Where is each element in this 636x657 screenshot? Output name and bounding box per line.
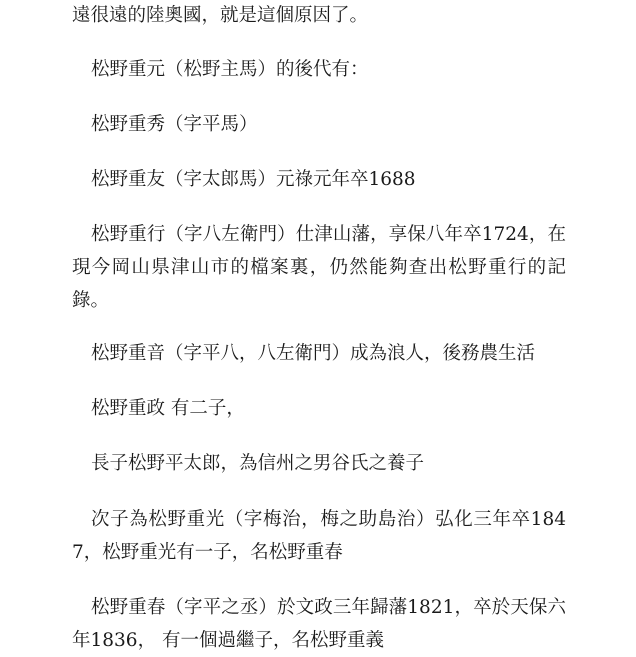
paragraph-shigehide: 松野重秀（字平馬） xyxy=(91,114,258,135)
paragraph-descendants-intro: 松野重元（松野主馬）的後代有： xyxy=(91,59,369,80)
paragraph-shigetomo: 松野重友（字太郎馬）元祿元年卒1688 xyxy=(91,169,416,190)
paragraph-shigeharu: 松野重春（字平之丞）於文政三年歸藩1821，卒於天保六年1836， 有一個過繼子，名松野重義 xyxy=(72,597,566,651)
paragraph-continuation: 遠很遠的陸奧國，就是這個原因了。 xyxy=(72,5,369,26)
paragraph-eldest-son: 長子松野平太郎，為信州之男谷氏之養子 xyxy=(91,453,425,474)
paragraph-shigemasa: 松野重政 有二子， xyxy=(91,398,245,419)
paragraph-second-son: 次子為松野重光（字梅治，梅之助島治）弘化三年卒1847，松野重光有一子，名松野重春 xyxy=(72,509,566,563)
paragraph-shigeyuki: 松野重行（字八左衛門）仕津山藩，享保八年卒1724，在現今岡山県津山市的檔案裏，仍然能夠查出松野重行的記錄。 xyxy=(72,224,566,311)
paragraph-shigene: 松野重音（字平八，八左衛門）成為浪人，後務農生活 xyxy=(91,343,536,364)
